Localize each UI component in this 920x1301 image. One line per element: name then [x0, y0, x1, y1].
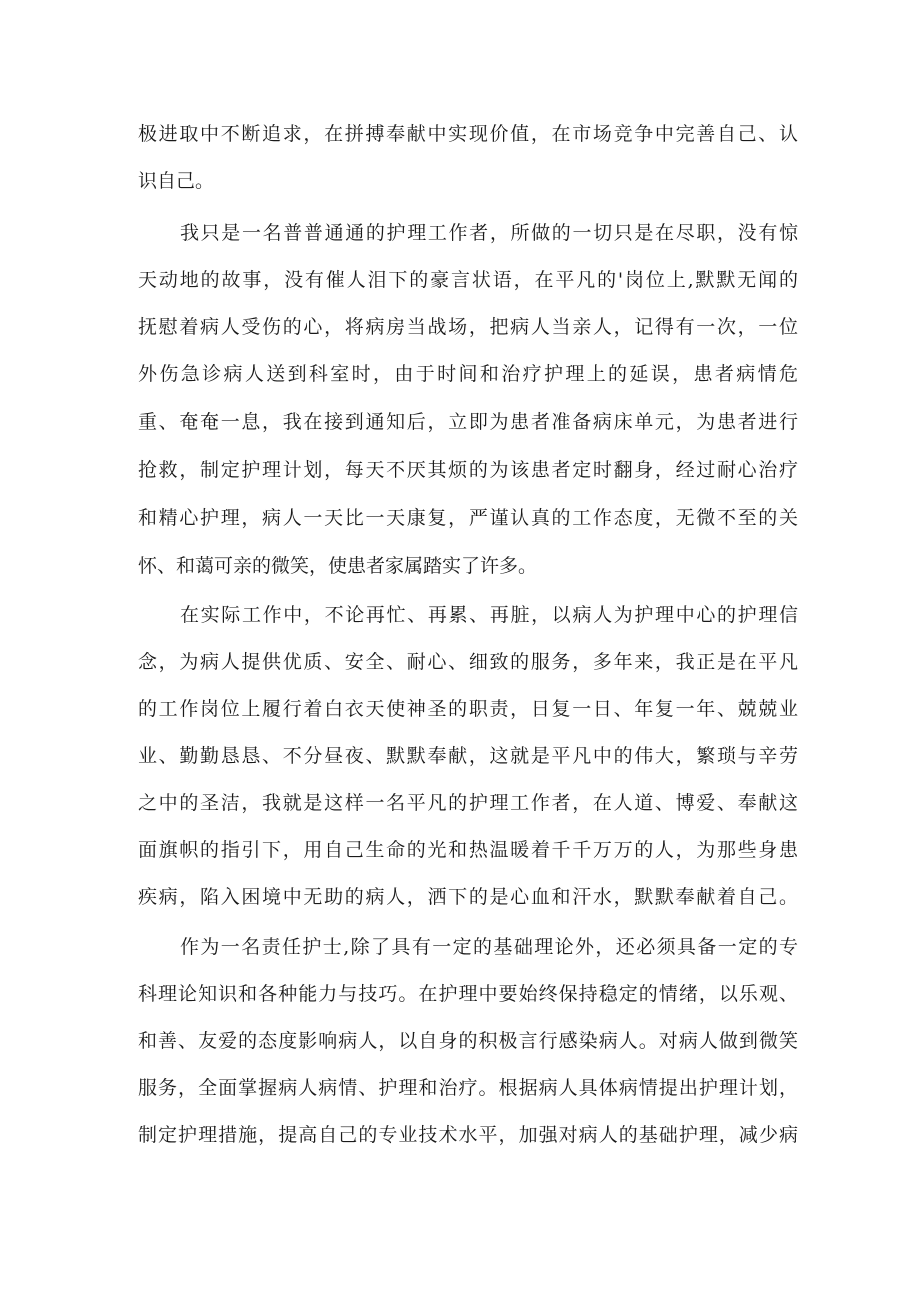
- text-line: 作为一名责任护士,除了具有一定的基础理论外，还必须具备一定的专: [180, 936, 798, 958]
- text-line: 疾病，陷入困境中无助的病人，洒下的是心血和汗水，默默奉献着自己。: [138, 886, 798, 908]
- text-line: 制定护理措施，提高自己的专业技术水平，加强对病人的基础护理，减少病: [138, 1124, 798, 1146]
- text-line: 在实际工作中，不论再忙、再累、再脏，以病人为护理中心的护理信: [180, 604, 798, 626]
- text-line: 外伤急诊病人送到科室时，由于时间和治疗护理上的延误，患者病情危: [138, 363, 798, 385]
- text-line: 我只是一名普普通通的护理工作者，所做的一切只是在尽职，没有惊: [180, 222, 798, 244]
- text-line: 科理论知识和各种能力与技巧。在护理中要始终保持稳定的情绪，以乐观、: [138, 983, 798, 1005]
- text-line: 业、勤勤恳恳、不分昼夜、默默奉献，这就是平凡中的伟大，繁琐与辛劳: [138, 745, 798, 767]
- text-line: 怀、和蔼可亲的微笑，使患者家属踏实了许多。: [138, 555, 538, 577]
- text-line: 之中的圣洁，我就是这样一名平凡的护理工作者，在人道、博爱、奉献这: [138, 792, 798, 814]
- text-line: 服务，全面掌握病人病情、护理和治疗。根据病人具体病情提出护理计划，: [138, 1077, 798, 1099]
- text-line: 识自己。: [138, 170, 215, 192]
- text-line: 抢救，制定护理计划，每天不厌其烦的为该患者定时翻身，经过耐心治疗: [138, 459, 798, 481]
- text-line: 的工作岗位上履行着白衣天使神圣的职责，日复一日、年复一年、兢兢业: [138, 698, 798, 720]
- text-line: 重、奄奄一息，我在接到通知后，立即为患者准备病床单元，为患者进行: [138, 411, 798, 433]
- text-line: 天动地的故事，没有催人泪下的豪言状语，在平凡的'岗位上,默默无闻的: [138, 269, 798, 291]
- text-line: 和精心护理，病人一天比一天康复，严谨认真的工作态度，无微不至的关: [138, 507, 798, 529]
- text-line: 抚慰着病人受伤的心，将病房当战场，把病人当亲人，记得有一次，一位: [138, 316, 798, 338]
- text-line: 念，为病人提供优质、安全、耐心、细致的服务，多年来，我正是在平凡: [138, 651, 798, 673]
- text-line: 面旗帜的指引下，用自己生命的光和热温暖着千千万万的人，为那些身患: [138, 839, 798, 861]
- text-line: 和善、友爱的态度影响病人，以自身的积极言行感染病人。对病人做到微笑: [138, 1030, 798, 1052]
- text-line: 极进取中不断追求，在拼搏奉献中实现价值，在市场竞争中完善自己、认: [138, 123, 798, 145]
